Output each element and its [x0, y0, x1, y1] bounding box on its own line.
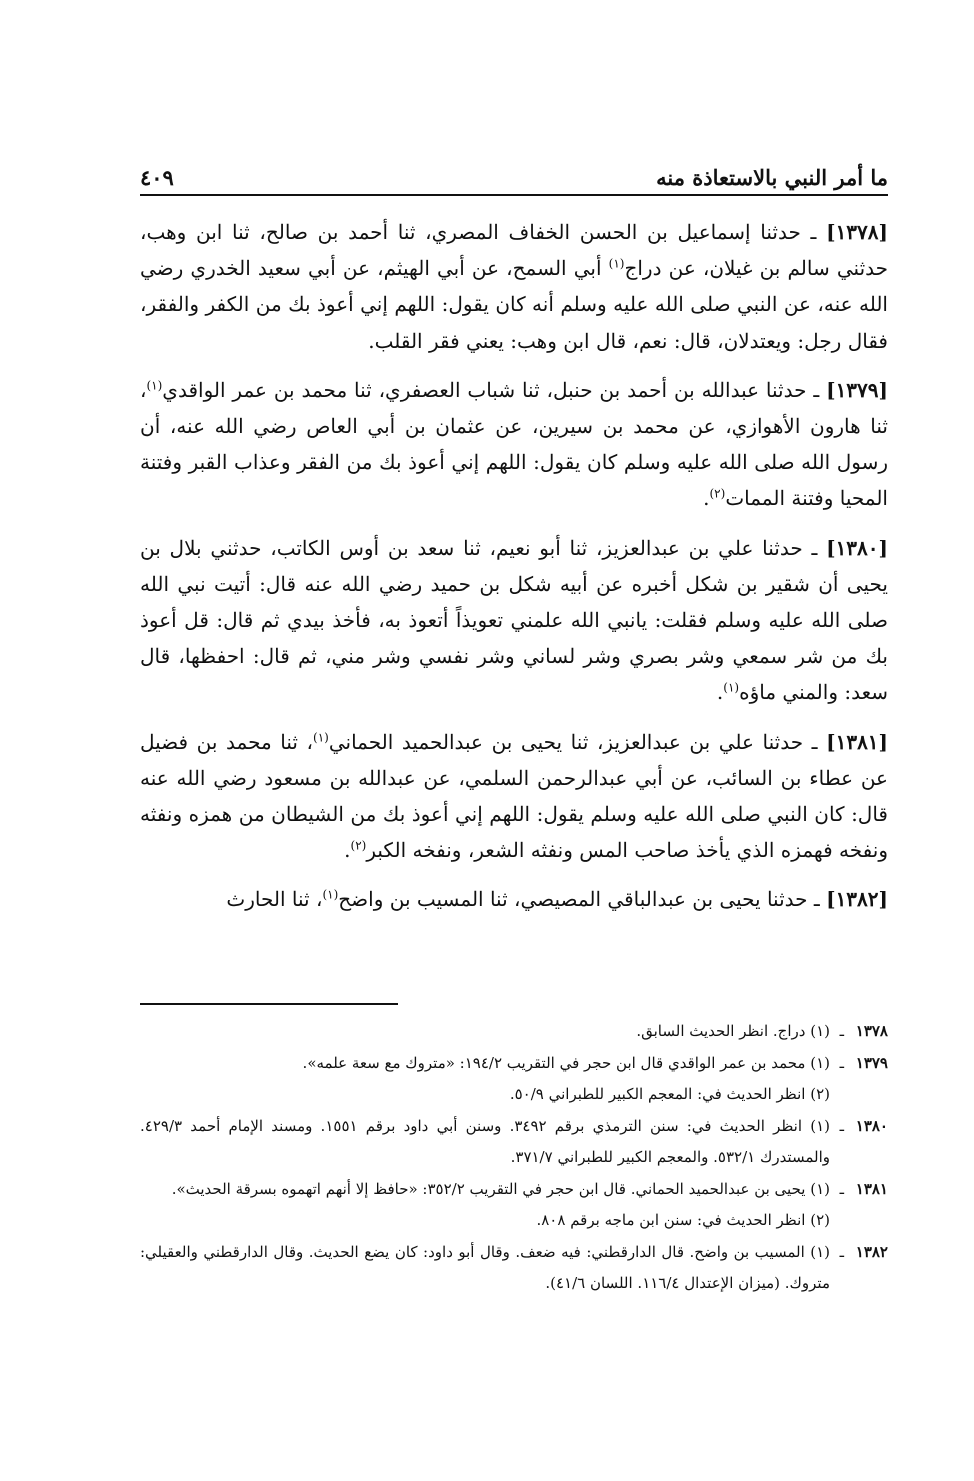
hadith-text: ـ حدثنا علي بن عبدالعزيز، ثنا يحيى بن عبدالحميد الحماني	[328, 729, 827, 754]
hadith-text: ـ حدثنا إسماعيل بن الحسن الخفاف المصري، ثنا أحمد بن صالح، ثنا ابن وهب، حدثني سالم بن غيلان، عن دراج	[140, 220, 889, 281]
footnote-group-1381	[140, 1174, 888, 1237]
footnote-lines	[140, 1016, 830, 1048]
footnote-dash: ـ	[839, 1179, 844, 1198]
hadith-1379	[140, 372, 888, 517]
footnote-lines	[140, 1111, 830, 1174]
footnote-line: (١) المسيب بن واضح. قال الدارقطني: فيه ضعف. وقال أبو داود: كان يضع الحديث. وقال الدارقطني والعقيلي: متروك. (ميزان الإعتدال ١١٦/٤. اللسان ٤١/٦).	[140, 1242, 830, 1292]
footnote-ref: (١)	[608, 256, 625, 271]
hadith-1378	[140, 214, 888, 359]
footnote-group-1380	[140, 1111, 888, 1174]
hadith-body	[140, 214, 888, 931]
hadith-1380	[140, 530, 888, 711]
footnote-line: (١) انظر الحديث في: سنن الترمذي برقم ٣٤٩٢. وسنن أبي داود برقم ١٥٥١. ومسند الإمام أحمد ٤٢٩/٣. والمستدرك ٥٣٢/١. والمعجم الكبير للطبراني ٣٧١/٧.	[140, 1116, 830, 1166]
footnote-group-1379	[140, 1048, 888, 1111]
page-number: ٤٠٩	[140, 165, 174, 190]
footnote-lines	[140, 1048, 830, 1111]
hadith-1381	[140, 724, 888, 869]
footnote-group-1382	[140, 1237, 888, 1300]
footnote-line: (١) محمد بن عمر الواقدي قال ابن حجر في التقريب ١٩٤/٢: «متروك مع سعة علمه».	[302, 1053, 830, 1072]
footnote-dash: ـ	[839, 1242, 844, 1261]
footnote-hadith-id: ١٣٧٨	[855, 1022, 888, 1040]
footnotes	[140, 1016, 888, 1300]
hadith-number: [١٣٧٨]	[826, 220, 888, 244]
footnote-ref: (٢)	[709, 486, 726, 501]
footnote-line: (١) دراج. انظر الحديث السابق.	[636, 1022, 830, 1040]
footnote-hadith-id: ١٣٨١	[855, 1179, 888, 1198]
hadith-number: [١٣٨١]	[826, 729, 889, 754]
footnote-line: (١) يحيى بن عبدالحميد الحماني. قال ابن حجر في التقريب ٣٥٢/٢: «حافظ إلا أنهم اتهموه بسرقة الحديث».	[171, 1179, 830, 1198]
footnote-line: (٢) انظر الحديث في: المعجم الكبير للطبراني ٥٠/٩.	[509, 1085, 830, 1103]
hadith-text: .	[703, 486, 710, 511]
footnote-dash: ـ	[839, 1116, 844, 1135]
hadith-text: ، ثنا الحارث	[226, 887, 323, 912]
hadith-text: .	[716, 680, 724, 705]
footnote-ref: (١)	[146, 378, 163, 393]
hadith-text: ـ حدثنا يحيى بن عبدالباقي المصيصي، ثنا المسيب بن واضح	[338, 887, 827, 912]
footnote-group-1378	[140, 1016, 888, 1048]
footnote-hadith-id: ١٣٧٩	[855, 1053, 888, 1072]
hadith-text: ، ثنا هارون الأهوازي، عن محمد بن سيرين، عن عثمان بن أبي العاص رضي الله عنه، أن رسول الله صلى الله عليه وسلم كان يقول: اللهم إني أعوذ بك من الفقر وعذاب القبر وفتنة المحيا وفتنة الممات	[140, 377, 888, 511]
footnote-dash: ـ	[839, 1022, 844, 1040]
footnote-separator	[140, 1003, 398, 1005]
footnote-hadith-id: ١٣٨٢	[855, 1242, 888, 1261]
footnote-ref: (٢)	[350, 838, 367, 853]
footnote-ref: (١)	[322, 887, 339, 902]
hadith-text: أبي السمح، عن أبي الهيثم، عن أبي سعيد الخدري رضي الله عنه، عن النبي صلى الله عليه وسلم أنه كان يقول: اللهم إني أعوذ بك من الكفر والفقر، فقال رجل: ويعتدلان، قال: نعم، قال ابن وهب: يعني فقر القلب.	[140, 256, 888, 353]
hadith-number: [١٣٧٩]	[826, 377, 888, 402]
footnote-lines	[140, 1174, 830, 1237]
footnote-ref: (١)	[723, 680, 740, 695]
hadith-text: ـ حدثنا عبدالله بن أحمد بن حنبل، ثنا شباب العصفري، ثنا محمد بن عمر الواقدي	[162, 377, 827, 402]
footnote-hadith-id: ١٣٨٠	[855, 1116, 888, 1135]
hadith-1382	[140, 881, 888, 917]
footnote-line: (٢) انظر الحديث في: سنن ابن ماجه برقم ٨٠٨.	[536, 1211, 830, 1229]
page	[140, 0, 888, 1481]
chapter-title: ما أمر النبي بالاستعاذة منه	[656, 165, 888, 190]
hadith-text: ـ حدثنا علي بن عبدالعزيز، ثنا أبو نعيم، ثنا سعد بن أوس الكاتب، حدثني بلال بن يحيى أن شقير بن شكل أخبره عن أبيه شكل بن حميد رضي الله عنه قال: أتيت نبي الله صلى الله عليه وسلم فقلت: يانبي الله علمني تعويذاً أتعوذ به، فأخذ بيدي ثم قال: قل أعوذ بك من شر سمعي وشر بصري وشر لساني وشر نفسي وشر مني، ثم قال: احفظها، قال سعد: والمني ماؤه	[140, 535, 888, 705]
footnote-lines	[140, 1237, 830, 1300]
hadith-text: .	[344, 838, 351, 863]
header-rule	[140, 194, 888, 196]
footnote-dash: ـ	[839, 1053, 844, 1072]
hadith-number: [١٣٨٢]	[826, 887, 888, 912]
footnote-ref: (١)	[313, 729, 329, 744]
hadith-text: ، ثنا محمد بن فضيل عن عطاء بن السائب، عن أبي عبدالرحمن السلمي، عن عبدالله بن مسعود رضي الله عنه قال: كان النبي صلى الله عليه وسلم يقول: اللهم إني أعوذ بك من الشيطان من همزه ونفثه ونفخه فهمزه الذي يأخذ صاحب المس ونفثه الشعر، ونفخه الكبر	[140, 729, 888, 863]
running-header	[140, 150, 888, 190]
hadith-number: [١٣٨٠]	[826, 535, 888, 560]
